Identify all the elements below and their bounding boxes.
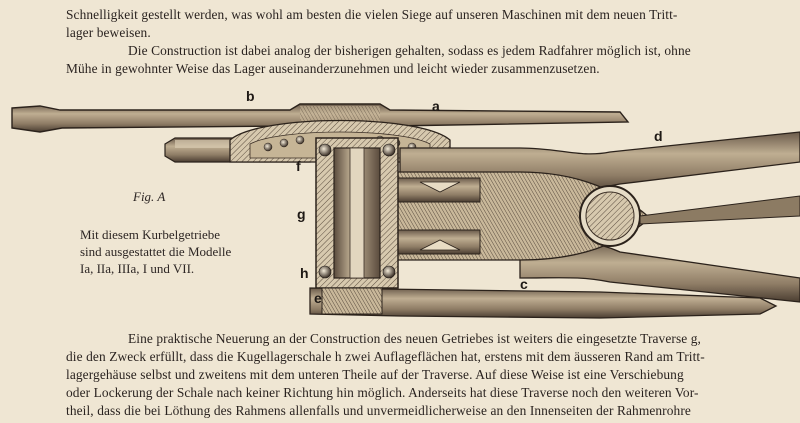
caption-line: Ia, IIa, IIIa, I und VII. (80, 261, 195, 276)
text-line: lagergehäuse selbst und zweitens mit dem unteren Theile auf der Traverse. Auf diese Weise ist eine Verschiebung (66, 367, 684, 382)
text-line: theil, dass die bei Löthung des Rahmens allenfalls und unvermeidlicherweise an den Innenseiten der Rahmenrohre (66, 403, 691, 418)
text-line: Mühe in gewohnter Weise das Lager auseinanderzunehmen und leicht wieder zusammenzusetzen. (66, 61, 600, 76)
label-e: e (314, 290, 322, 306)
label-f: f (296, 158, 301, 174)
paragraph-2 (66, 42, 756, 78)
text-line: lager beweisen. (66, 25, 151, 40)
bottom-bracket-shell (316, 138, 398, 288)
label-g: g (297, 206, 306, 222)
label-a: a (432, 98, 440, 114)
crank-mechanism-drawing (0, 92, 800, 332)
text-line: Die Construction ist dabei analog der bisherigen gehalten, sodass es jedem Radfahrer möglich ist, ohne (128, 43, 691, 58)
text-line: Eine praktische Neuerung an der Construction des neuen Getriebes ist weiters die eingesetzte Traverse g, (128, 331, 702, 346)
text-line: oder Lockerung der Schale nach keiner Richtung hin möglich. Anderseits hat diese Traverse noch den weiteren Vor- (66, 385, 699, 400)
text-line: die den Zweck erfüllt, dass die Kugellagerschale h zwei Auflageflächen hat, erstens mit dem äusseren Rand am Tritt- (66, 349, 705, 364)
paragraph-3 (66, 330, 756, 420)
chain-stay-fork (380, 172, 800, 260)
caption-line: sind ausgestattet die Modelle (80, 244, 232, 259)
label-c: c (520, 276, 528, 292)
figure-title: Fig. A (133, 189, 166, 204)
paragraph-1 (66, 6, 756, 42)
label-h: h (300, 265, 309, 281)
label-b: b (246, 88, 255, 104)
label-d: d (654, 128, 663, 144)
figure-caption (80, 226, 230, 277)
caption-line: Mit diesem Kurbelgetriebe (80, 227, 221, 242)
text-line: Schnelligkeit gestellt werden, was wohl am besten die vielen Siege auf unseren Maschinen mit dem neuen Tritt- (66, 7, 678, 22)
